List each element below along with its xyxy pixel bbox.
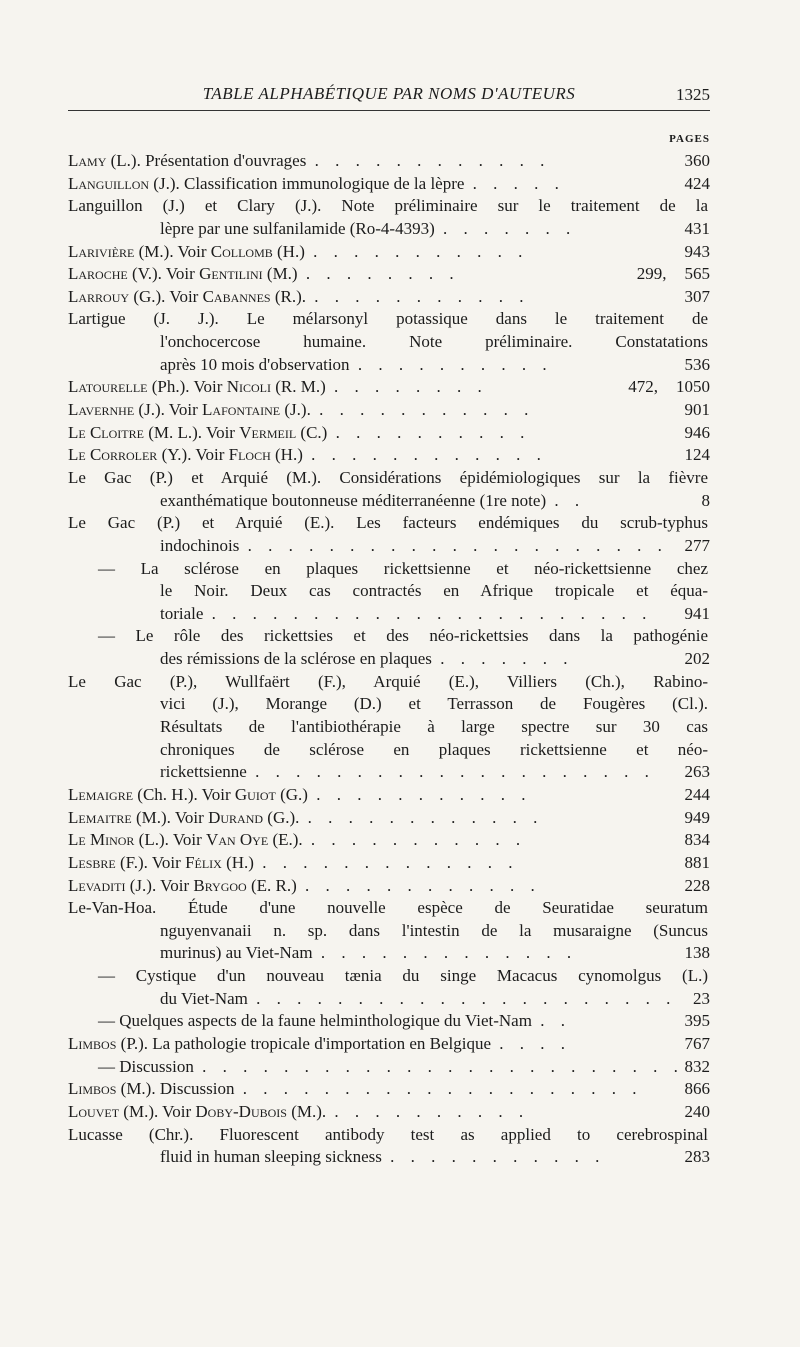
entry-line [68,875,710,898]
leader-dots: . . . . . . . . [334,377,488,397]
entry-text: (H.) [221,852,254,872]
entry-text: (Y.). Voir [157,445,229,465]
page-number: 1325 [676,85,710,104]
entry-line [68,761,710,784]
index-entry [68,965,710,1010]
entry-text: indochinois [160,535,240,555]
index-entry [68,308,710,376]
entry-text: Lucasse (Chr.). Fluorescent antibody test as applied to cerebrospinal [68,1124,708,1144]
entry-line [68,988,710,1011]
running-title: TABLE ALPHABÉTIQUE PAR NOMS D'AUTEURS [202,84,576,103]
author-name: Larivière [68,241,135,261]
entry-text: (G.) [275,784,308,804]
entry-line [68,331,710,354]
entry-line [68,467,710,490]
author-name: Le Minor [68,830,135,850]
entry-text: Le Gac (P.) et Arquié (M.). Considérations épidémiologiques sur la fièvre [68,467,708,487]
page-ref: 263 [684,762,710,782]
entry-text: (E. R.) [246,875,297,895]
author-name: Larrouy [68,286,130,306]
index-entry [68,784,710,807]
page-ref: 431 [684,218,710,238]
entry-text: (F.). Voir [115,852,186,872]
page-ref: 767 [684,1033,710,1053]
page-ref: 240 [684,1101,710,1121]
author-name: Levaditi [68,875,126,895]
index-entry [68,444,710,467]
entry-line [68,1010,710,1033]
entry-text: (M.). Voir [131,807,209,827]
page-ref: 943 [684,241,710,261]
entry-line [68,648,710,671]
author-name: Louvet [68,1101,120,1121]
leader-dots: . . . . . . . . . . [335,422,531,442]
entry-line [68,693,710,716]
index-entry [68,512,710,557]
entry-text: chroniques de sclérose en plaques rickettsienne et néo- [160,739,708,759]
page-ref: 202 [684,649,710,669]
entry-line [68,739,710,762]
page-ref-group [628,376,710,399]
page-ref: 424 [684,173,710,193]
entry-text: (R. M.) [270,377,326,397]
entry-line [68,490,710,513]
page-ref: 832 [684,1056,710,1076]
author-name: Le Corroler [68,445,158,465]
index-entry [68,195,710,240]
entry-text: (E.). [268,830,303,850]
entry-line [68,1146,710,1169]
author-index-list [68,150,710,1169]
index-entry [68,1056,710,1079]
entry-text: (V.). Voir [127,264,200,284]
entry-text: Languillon (J.) et Clary (J.). Note préliminaire sur le traitement de la [68,196,708,216]
entry-text: des rémissions de la sclérose en plaques [160,649,432,669]
entry-text: Résultats de l'antibiothérapie à large spectre sur 30 cas [160,717,708,737]
author-name: Limbos [68,1033,117,1053]
leader-dots: . . . . . . . . . . . . . [262,852,519,872]
entry-text: après 10 mois d'observation [160,354,350,374]
entry-line [68,920,710,943]
leader-dots: . . . . . . . . . . . [314,286,530,306]
entry-line [68,716,710,739]
index-entry [68,625,710,670]
leader-dots: . . . . . . . . . . . . . . . . . . . . . [247,535,668,555]
entry-text: nguyenvanaii n. sp. dans l'intestin de la musaraigne (Suncus [160,920,708,940]
entry-text: (P.). La pathologie tropicale d'importation en Belgique [116,1033,492,1053]
author-name: Lemaitre [68,807,132,827]
entry-line [68,625,710,648]
entry-line [68,195,710,218]
page-ref: 8 [701,490,710,510]
leader-dots: . . . . . . . . . . [357,354,553,374]
entry-line [68,897,710,920]
page-ref: 228 [684,875,710,895]
entry-line [68,173,710,196]
entry-line [68,1124,710,1147]
entry-text: Le Gac (P.) et Arquié (E.). Les facteurs endémiques du scrub-typhus [68,513,708,533]
entry-text: (M.). Voir [119,1101,196,1121]
entry-text: (H.) [270,445,303,465]
entry-line [68,1078,710,1101]
page-ref: 536 [684,354,710,374]
entry-line [68,444,710,467]
page-ref: 472, [628,377,658,397]
entry-line [68,263,710,286]
author-name: Le Cloitre [68,422,144,442]
cross-ref-name: Félix [185,852,222,872]
entry-text: exanthématique boutonneuse méditerranéenne (1re note) [160,490,547,510]
entry-text: (M.). Voir [134,241,211,261]
entry-text: (M.) [262,264,298,284]
cross-ref-name: Van Oye [206,830,269,850]
page-ref: 946 [684,422,710,442]
page-ref: 299, [636,264,667,284]
entry-text: (G.). [263,807,300,827]
index-entry [68,1101,710,1124]
entry-text: lèpre par une sulfanilamide (Ro-4-4393) [160,218,435,238]
leader-dots: . . . . . . . . . . . . . . . . . . . . [255,762,655,782]
leader-dots: . . . . . . . . . . . . [311,445,547,465]
entry-line [68,218,710,241]
running-head [68,84,710,111]
leader-dots: . . . . . . . . . . . . . [320,943,578,963]
entry-line [68,399,710,422]
page-ref: 395 [684,1011,710,1031]
entry-text: — Discussion [98,1056,194,1076]
index-entry [68,263,710,286]
cross-ref-name: Guiot [234,784,276,804]
author-name: Lavernhe [68,400,135,420]
cross-ref-name: Vermeil [239,422,297,442]
index-entry [68,671,710,784]
leader-dots: . . . . . . . . . . . . . . . . . . . . [242,1079,643,1099]
index-entry [68,897,710,965]
entry-line [68,308,710,331]
entry-line [68,1056,710,1079]
entry-text: — Le rôle des rickettsies et des néo-rickettsies dans la pathogénie [98,626,708,646]
cross-ref-name: Durand [208,807,264,827]
leader-dots: . . . . . . . . . . . . . . . . . . . . . . [211,603,653,623]
leader-dots: . . . . . . . . . . . . [307,807,544,827]
entry-text: — La sclérose en plaques rickettsienne et néo-rickettsienne chez [98,558,708,578]
entry-text: Le Gac (P.), Wullfaërt (F.), Arquié (E.), Villiers (Ch.), Rabino- [68,671,708,691]
entry-line [68,150,710,173]
page-ref: 124 [684,445,710,465]
page-ref: 23 [693,988,710,1008]
index-entry [68,399,710,422]
entry-text: (M. L.). Voir [143,422,240,442]
pages-column-label: PAGES [669,133,710,145]
page-ref: 834 [684,830,710,850]
index-entry [68,807,710,830]
entry-text: (R.). [270,286,307,306]
leader-dots: . . . . . . . [443,218,577,238]
page-ref: 283 [684,1147,710,1167]
index-entry [68,1124,710,1169]
author-name: Lesbre [68,852,116,872]
leader-dots: . . . . . [472,173,565,193]
leader-dots: . . . . . . . . . . . [319,400,535,420]
index-entry [68,852,710,875]
entry-text: (G.). Voir [129,286,203,306]
entry-text: Le-Van-Hoa. Étude d'une nouvelle espèce de Seuratidae seuratum [68,898,708,918]
index-entry [68,173,710,196]
entry-line [68,942,710,965]
author-name: Limbos [68,1079,117,1099]
page-ref: 866 [684,1079,710,1099]
page-ref-group [637,263,710,286]
leader-dots: . . . . . . . . . . . . [305,875,541,895]
cross-ref-name: Nicoli [226,377,271,397]
index-entry [68,241,710,264]
entry-text: (H.) [272,241,305,261]
entry-line [68,535,710,558]
entry-text: (L.). Voir [134,830,207,850]
page-ref: 244 [684,784,710,804]
entry-line [68,671,710,694]
entry-line [68,784,710,807]
cross-ref-name: Cabannes [202,286,271,306]
entry-line [68,580,710,603]
leader-dots: . . . . . . . . . . . . . . . . . . . . . . . . [202,1056,684,1076]
leader-dots: . . [540,1011,571,1031]
entry-text: du Viet-Nam [160,988,248,1008]
leader-dots: . . [554,490,586,510]
entry-line [68,286,710,309]
entry-text: (J.). [280,400,311,420]
index-entry [68,467,710,512]
entry-line [68,603,710,626]
leader-dots: . . . . . . . . . . . [310,830,527,850]
leader-dots: . . . . . . . . . . . [313,241,529,261]
index-entry [68,1078,710,1101]
leader-dots: . . . . [499,1033,572,1053]
cross-ref-name: Gentilini [199,264,263,284]
entry-line [68,558,710,581]
entry-line [68,241,710,264]
author-name: Latourelle [68,377,148,397]
page-ref: 941 [684,603,710,623]
page-ref: 949 [684,807,710,827]
entry-text: l'onchocercose humaine. Note préliminaire. Constatations [160,332,708,352]
page-ref: 565 [684,264,710,284]
entry-text: murinus) au Viet-Nam [160,943,313,963]
index-entry [68,150,710,173]
index-entry [68,1033,710,1056]
cross-ref-name: Floch [228,445,271,465]
entry-line [68,807,710,830]
index-entry [68,558,710,626]
entry-text: (J.). Classification immunologique de la lèpre [149,173,465,193]
entry-text: (Ch. H.). Voir [133,784,235,804]
entry-text: fluid in human sleeping sickness [160,1147,382,1167]
entry-text: (J.). Voir [134,400,203,420]
entry-text: Lartigue (J. J.). Le mélarsonyl potassique dans le traitement de [68,309,708,329]
entry-line [68,354,710,377]
author-name: Lamy [68,151,107,170]
page-ref: 277 [684,535,710,555]
entry-line [68,852,710,875]
entry-line [68,965,710,988]
entry-line [68,376,710,399]
page-ref: 360 [684,151,710,170]
cross-ref-name: Doby-Dubois [195,1101,287,1121]
leader-dots: . . . . . . . . . . [334,1101,530,1121]
entry-text: toriale [160,603,204,623]
entry-line [68,512,710,535]
entry-text: le Noir. Deux cas contractés en Afrique tropicale et équa- [160,581,708,601]
entry-text: rickettsienne [160,762,247,782]
index-entry [68,422,710,445]
index-entry [68,286,710,309]
index-entry [68,376,710,399]
entry-text: (M.). Discussion [116,1079,235,1099]
entry-text: vici (J.), Morange (D.) et Terrasson de Fougères (Cl.). [160,694,708,714]
index-entry [68,829,710,852]
entry-text: (J.). Voir [125,875,194,895]
leader-dots: . . . . . . . . [305,264,460,284]
author-name: Laroche [68,264,128,284]
page-ref: 881 [684,852,710,872]
cross-ref-name: Brygoo [193,875,247,895]
index-entry [68,1010,710,1033]
entry-line [68,829,710,852]
leader-dots: . . . . . . . . . . . . . . . . . . . . . [256,988,677,1008]
leader-dots: . . . . . . . [440,649,574,669]
index-entry [68,875,710,898]
entry-text: — Cystique d'un nouveau tænia du singe Macacus cynomolgus (L.) [98,966,708,986]
entry-text: — Quelques aspects de la faune helminthologique du Viet-Nam [98,1011,532,1031]
entry-line [68,1033,710,1056]
author-name: Languillon [68,173,150,193]
cross-ref-name: Lafontaine [202,400,281,420]
entry-line [68,422,710,445]
page-ref: 307 [684,286,710,306]
entry-text: (Ph.). Voir [147,377,227,397]
entry-text: (L.). Présentation d'ouvrages [106,151,307,170]
cross-ref-name: Collomb [210,241,273,261]
page-ref: 1050 [676,377,710,397]
page-ref: 901 [684,400,710,420]
author-name: Lemaigre [68,784,134,804]
entry-line [68,1101,710,1124]
entry-text: (C.) [296,422,328,442]
leader-dots: . . . . . . . . . . . . [314,151,551,170]
entry-text: (M.). [286,1101,327,1121]
leader-dots: . . . . . . . . . . . [390,1147,606,1167]
leader-dots: . . . . . . . . . . . [316,784,532,804]
page-ref: 138 [684,943,710,963]
